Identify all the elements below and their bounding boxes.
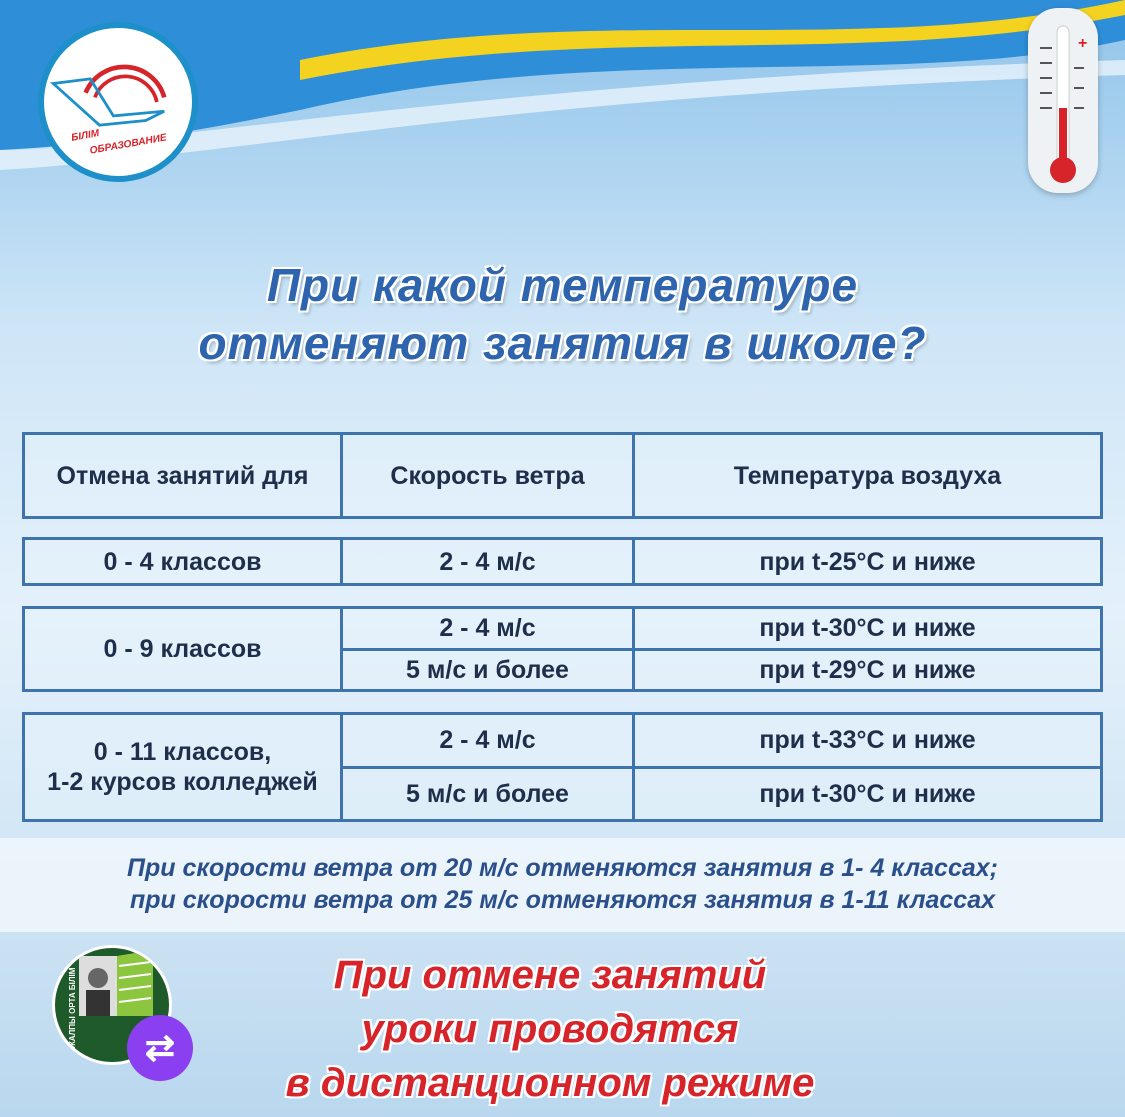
wind-cell: 2 - 4 м/с bbox=[343, 540, 635, 583]
bottom-line-1: При отмене занятий bbox=[333, 953, 767, 997]
bilim-logo bbox=[38, 22, 198, 182]
svg-text:БІЛІМ: БІЛІМ bbox=[70, 128, 101, 144]
table-header bbox=[22, 432, 1103, 519]
grade-cell: 0 - 9 классов bbox=[25, 609, 343, 689]
temp-cell: при t-25°C и ниже bbox=[759, 547, 976, 576]
table-row bbox=[22, 606, 1103, 692]
grade-line-2: 1-2 курсов колледжей bbox=[47, 768, 318, 796]
header-wind: Скорость ветра bbox=[343, 435, 635, 516]
table-row bbox=[22, 537, 1103, 586]
grade-cell: 0 - 4 классов bbox=[25, 540, 343, 583]
grade-line-1: 0 - 11 классов, bbox=[93, 738, 272, 766]
temp-cell: при t-30°C и ниже bbox=[635, 766, 1100, 820]
sync-button[interactable]: ⇄ bbox=[127, 1015, 193, 1081]
bottom-line-3: в дистанционном режиме bbox=[285, 1061, 815, 1105]
svg-text:ОБРАЗОВАНИЕ: ОБРАЗОВАНИЕ bbox=[88, 132, 168, 157]
title-line-1: При какой температуре bbox=[266, 259, 859, 311]
note-line-2: при скорости ветра от 25 м/с отменяются занятия в 1-11 классах bbox=[129, 886, 996, 914]
wind-cell: 2 - 4 м/с bbox=[439, 614, 536, 643]
temp-cell: при t-29°C и ниже bbox=[635, 648, 1100, 690]
thermometer-icon bbox=[1028, 8, 1098, 193]
title-line-2: отменяют занятия в школе? bbox=[198, 317, 927, 369]
wind-cell: 5 м/с и более bbox=[343, 648, 632, 690]
table-row bbox=[22, 712, 1103, 822]
remote-learning-note bbox=[230, 948, 870, 1110]
header-grade: Отмена занятий для bbox=[25, 435, 343, 516]
note-line-1: При скорости ветра от 20 м/с отменяются занятия в 1- 4 классах; bbox=[127, 854, 998, 882]
wind-note bbox=[0, 838, 1125, 932]
svg-text:+: + bbox=[1078, 35, 1088, 52]
wind-cell: 2 - 4 м/с bbox=[439, 726, 536, 755]
grade-cell bbox=[25, 715, 343, 819]
bottom-line-2: уроки проводятся bbox=[361, 1007, 739, 1051]
temp-cell: при t-33°C и ниже bbox=[759, 726, 976, 755]
temp-cell: при t-30°C и ниже bbox=[759, 614, 976, 643]
wind-cell: 5 м/с и более bbox=[343, 766, 632, 820]
badge-text: ЖАЛПЫ ОРТА БІЛІМ bbox=[68, 967, 77, 1049]
header-temp: Температура воздуха bbox=[733, 461, 1002, 490]
